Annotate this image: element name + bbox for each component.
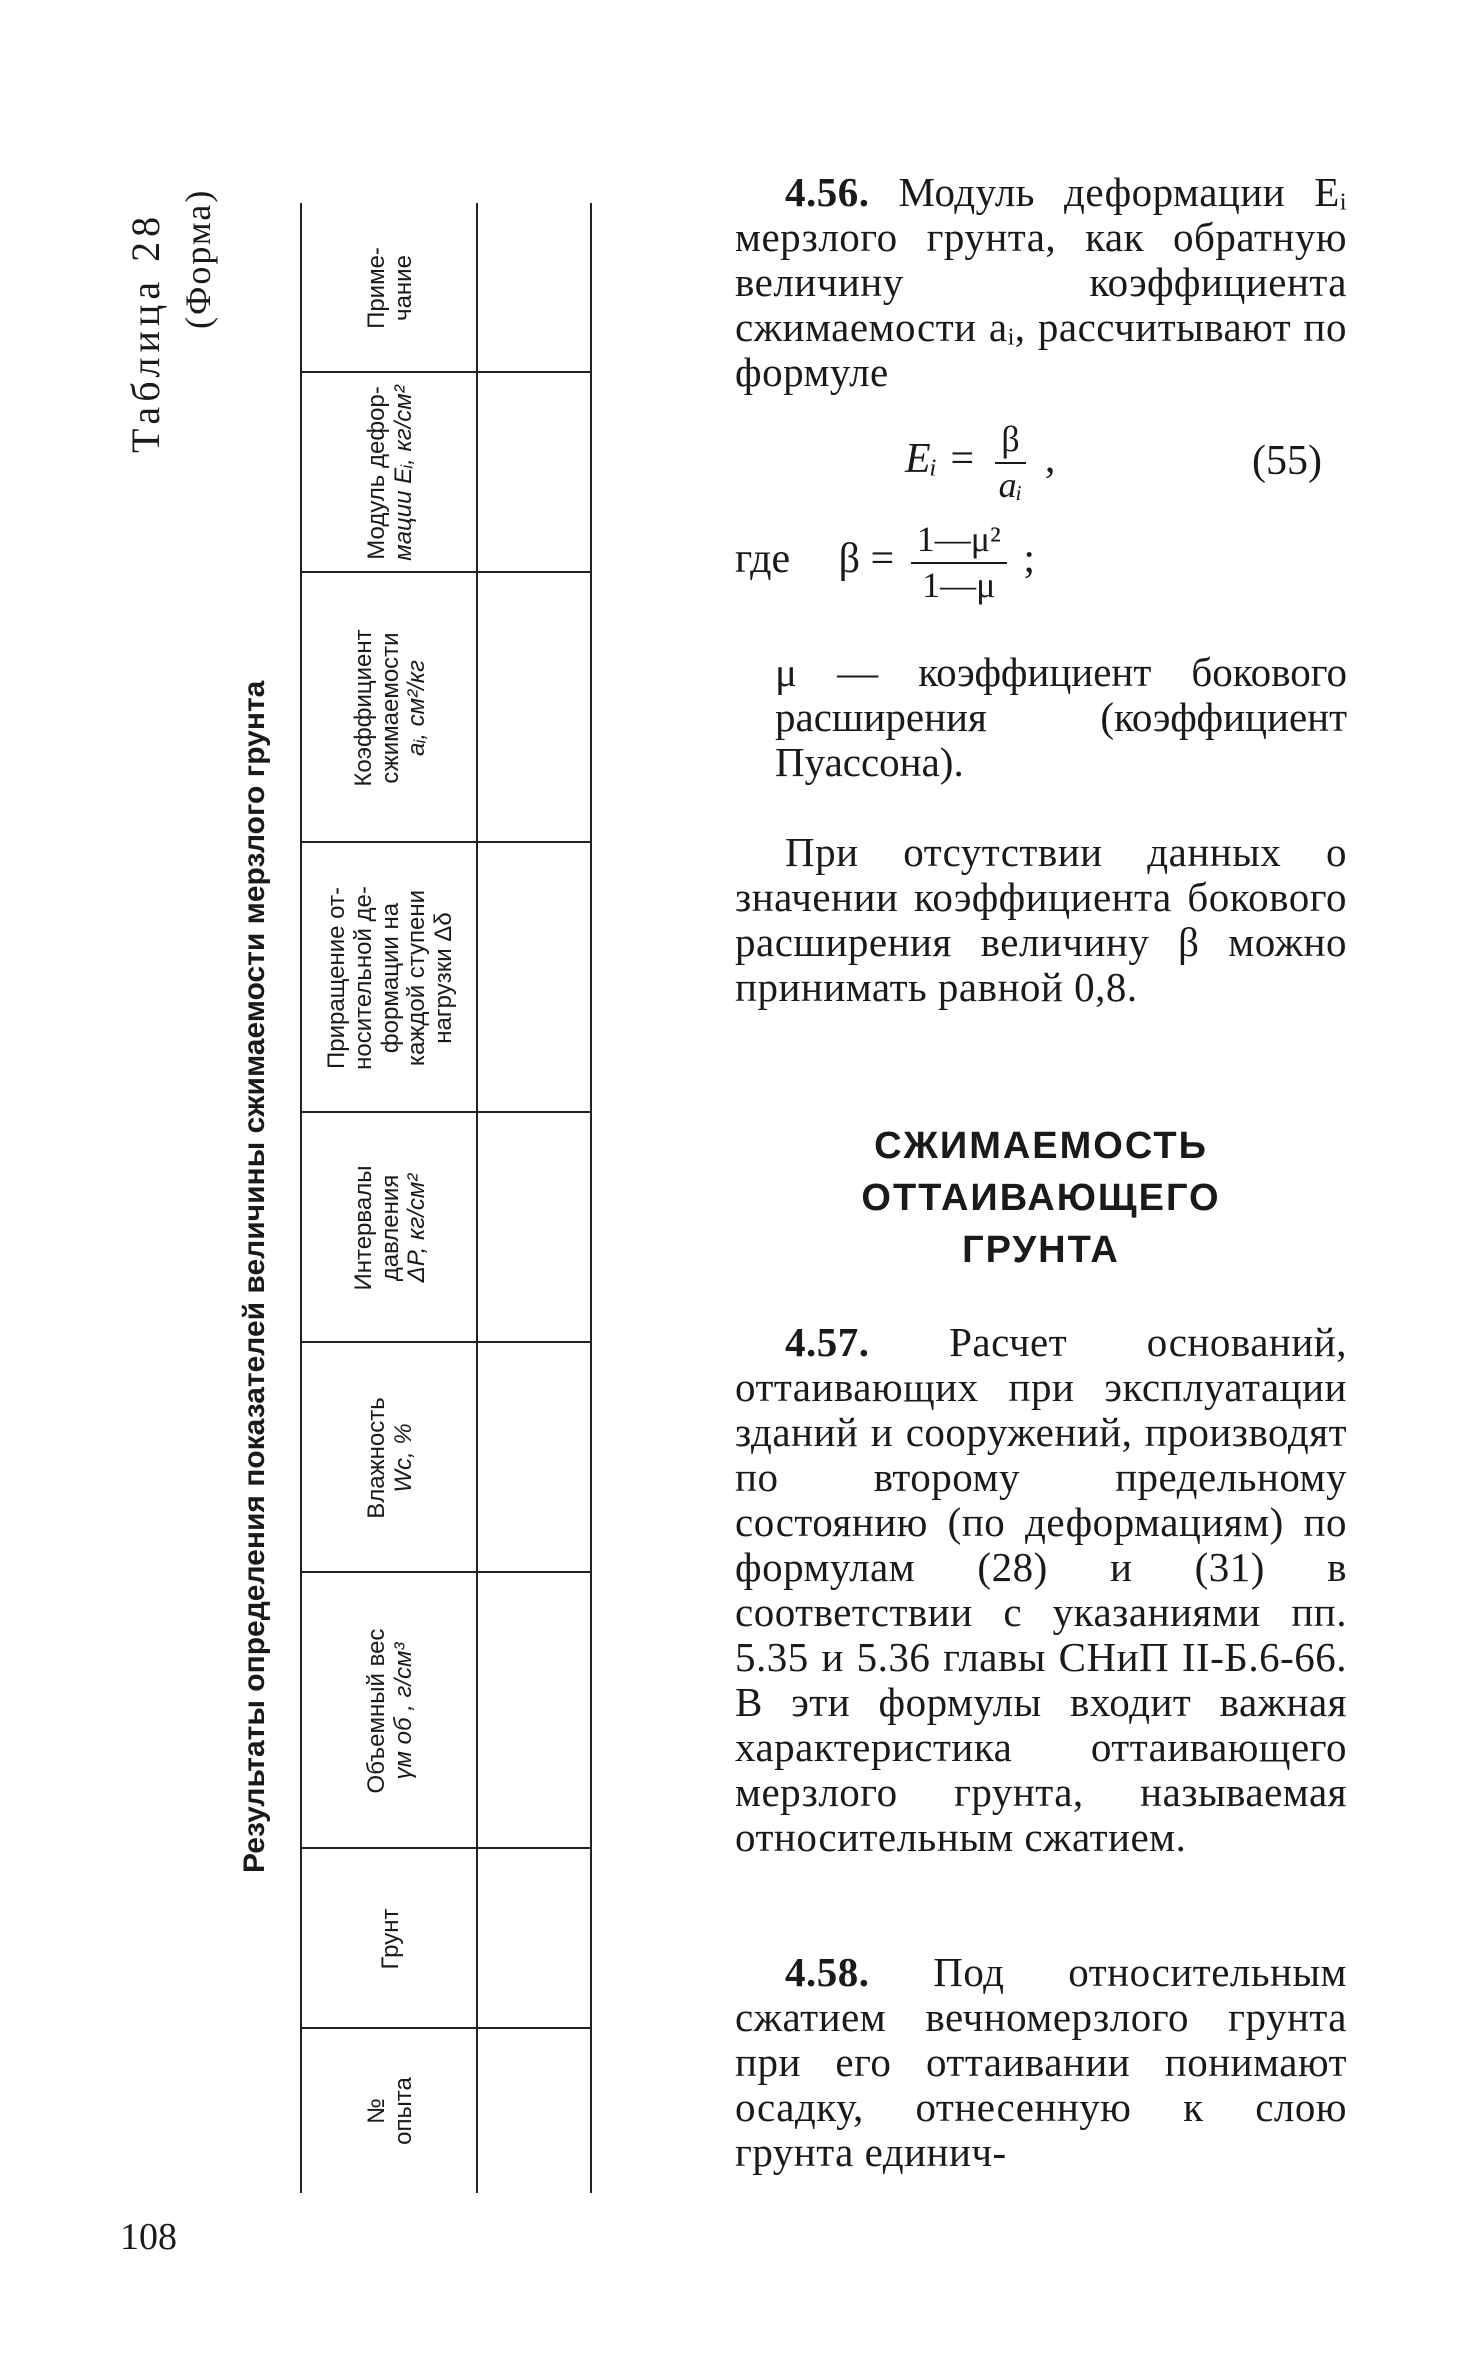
paragraph-body: Модуль деформации Eᵢ мерзлого грунта, как обратную величину коэффициента сжимаемости aᵢ, рассчитывают по формуле xyxy=(735,169,1347,395)
paragraph-4-57 xyxy=(735,1320,1347,1860)
paragraph-number: 4.57. xyxy=(785,1319,870,1365)
paragraph-absent-data: При отсутствии данных о значении коэффициента бокового расширения величину β можно принимать равной 0,8. xyxy=(735,829,1347,1010)
column-header-compressibility xyxy=(306,573,476,843)
paragraph-number: 4.58. xyxy=(785,1949,870,1995)
table-rule-row xyxy=(590,203,592,2193)
formula-lhs: Eᵢ = xyxy=(905,436,977,483)
column-header-note xyxy=(306,203,476,373)
header-line: Приращение от- xyxy=(322,887,350,1070)
formula-tail: , xyxy=(1044,436,1056,483)
formula-fraction xyxy=(993,420,1029,505)
header-line: каждой ступени нагрузки Δδ xyxy=(403,889,458,1067)
formula-number: (55) xyxy=(1252,438,1322,484)
table-rule-header-bottom xyxy=(476,203,478,2193)
table-label-form: (Форма) xyxy=(178,188,218,329)
header-line: давления xyxy=(376,1174,404,1282)
section-heading xyxy=(735,1120,1347,1276)
header-line: опыта xyxy=(390,2077,417,2145)
header-line: Грунт xyxy=(376,1908,404,1970)
table-label: Таблица 28 xyxy=(123,211,168,453)
header-line: Модуль дефор- xyxy=(363,386,391,560)
paragraph-4-58 xyxy=(735,1950,1347,2175)
header-line: носительной де- xyxy=(349,886,377,1070)
where-lhs: β = xyxy=(838,536,895,583)
fraction-numerator: 1—μ² xyxy=(911,520,1007,564)
table-title: Результаты определения показателей величины сжимаемости мерзлого грунта xyxy=(238,680,271,1873)
header-line: aᵢ, см²/кг xyxy=(403,660,431,756)
header-line: ΔP, кг/см² xyxy=(403,1173,431,1283)
where-fraction xyxy=(911,520,1007,605)
header-line: γм об , г/см³ xyxy=(390,1642,417,1780)
header-line: № xyxy=(363,2098,391,2124)
header-line: формации на xyxy=(376,902,404,1054)
column-header-test-number xyxy=(306,2029,476,2193)
heading-line: ОТТАИВАЮЩЕГО xyxy=(861,1177,1221,1219)
paragraph-body: Под относительным сжатием вечномерзлого грунта при его оттаивании понимают осадку, отнесенную к слою грунта единич- xyxy=(735,1949,1347,2175)
header-line: мации Eᵢ, кг/см² xyxy=(390,385,417,561)
paragraph-4-56 xyxy=(735,170,1347,395)
table-rule-top xyxy=(300,203,302,2193)
heading-line: ГРУНТА xyxy=(962,1229,1120,1271)
formula-where xyxy=(735,520,1035,605)
column-header-deformation-increment xyxy=(306,843,476,1113)
page-number: 108 xyxy=(120,2216,177,2258)
where-tail: ; xyxy=(1023,536,1035,583)
fraction-denominator: 1—μ xyxy=(922,564,996,605)
header-line: Wc, % xyxy=(390,1423,417,1493)
formula-55 xyxy=(905,420,1055,505)
column-header-moisture xyxy=(306,1343,476,1573)
header-line: сжимаемости xyxy=(376,632,404,784)
header-line: чание xyxy=(390,255,417,321)
header-line: Коэффициент xyxy=(349,629,377,787)
heading-line: СЖИМАЕМОСТЬ xyxy=(874,1125,1208,1167)
rotated-table-region xyxy=(0,0,720,2363)
fraction-numerator: β xyxy=(995,420,1025,464)
column-header-bulk-density xyxy=(306,1573,476,1849)
table-grid xyxy=(0,203,720,2193)
paragraph-number: 4.56. xyxy=(785,169,870,215)
header-line: Интервалы xyxy=(349,1165,377,1291)
fraction-denominator: aᵢ xyxy=(998,464,1023,505)
column-header-pressure-intervals xyxy=(306,1113,476,1343)
header-line: Влажность xyxy=(363,1397,391,1519)
header-line: Приме- xyxy=(363,247,391,329)
column-header-soil xyxy=(306,1849,476,2029)
mu-definition: μ — коэффициент бокового расширения (коэффициент Пуассона). xyxy=(775,649,1347,785)
column-header-deformation-modulus xyxy=(306,373,476,573)
header-line: Объемный вес xyxy=(363,1628,391,1794)
paragraph-body: Расчет оснований, оттаивающих при эксплуатации зданий и сооружений, производят по второму предельному состоянию (по деформациям) по формулам (28) и (31) в соответствии с указаниями пп. 5.35 и 5.36 главы СНиП II-Б.6-66. В эти формулы входит важная характеристика оттаивающего мерзлого грунта, называемая относительным сжатием. xyxy=(735,1319,1347,1860)
where-word: где xyxy=(735,536,791,583)
